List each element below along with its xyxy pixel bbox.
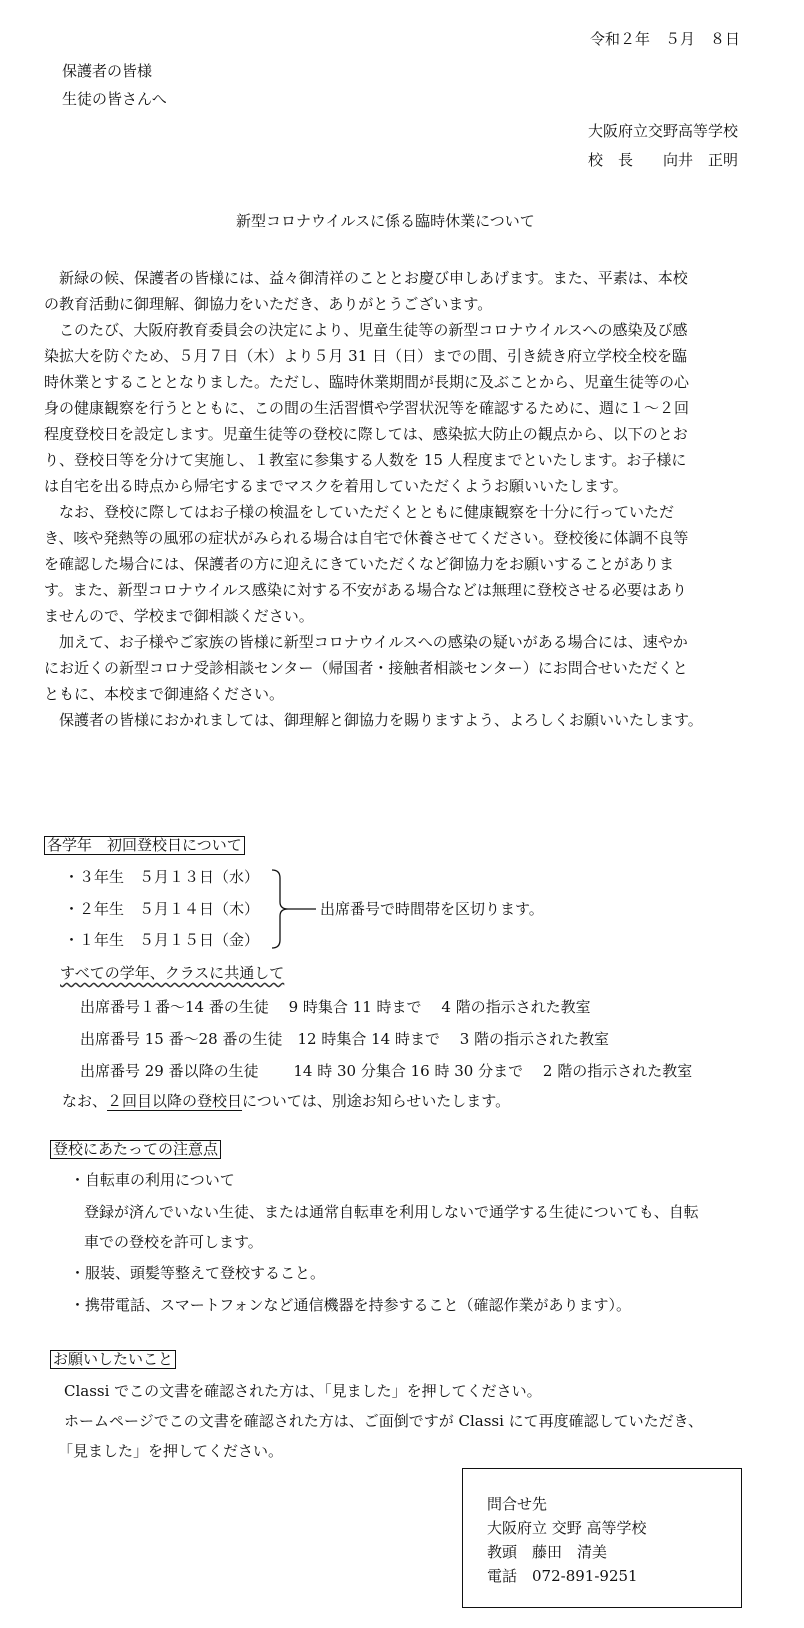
bicycle-text: 登録が済んでいない生徒、または通常自転車を利用しないで通学する生徒についても、自転: [84, 1203, 699, 1221]
grade-1-date: ・１年生 ５月１５日（金）: [64, 931, 260, 949]
body-line: なお、登校に際してはお子様の検温をしていただくとともに健康観察を十分に行っていただ: [44, 503, 675, 521]
bicycle-text: 車での登校を許可します。: [84, 1233, 263, 1251]
common-heading: すべての学年、クラスに共通して: [60, 964, 285, 982]
principal-name: 校 長 向井 正明: [588, 151, 739, 169]
body-line: き、咳や発熱等の風邪の症状がみられる場合は自宅で休養させてください。登校後に体調不良等: [44, 529, 689, 547]
body-line: は自宅を出る時点から帰宅するまでマスクを着用していただくようお願いいたします。: [44, 477, 628, 495]
note-prefix: なお、: [62, 1092, 108, 1110]
body-line: 時休業とすることとなりました。ただし、臨時休業期間が長期に及ぶことから、児童生徒等の心: [44, 373, 690, 391]
body-line: を確認した場合には、保護者の方に迎えにきていただくなど御協力をお願いすることがありま: [44, 555, 675, 573]
document-date: 令和２年 ５月 ８日: [590, 30, 741, 48]
body-line: 身の健康観察を行うとともに、この間の生活習慣や学習状況等を確認するために、週に１～２回: [44, 399, 690, 417]
school-name: 大阪府立交野高等学校: [588, 122, 739, 140]
schedule-row: 出席番号１番～14 番の生徒 9 時集合 11 時まで 4 階の指示された教室: [80, 998, 591, 1016]
contact-school: 大阪府立 交野 高等学校: [487, 1519, 647, 1537]
recipient-parents: 保護者の皆様: [62, 62, 153, 80]
body-line: す。また、新型コロナウイルス感染に対する不安がある場合などは無理に登校させる必要はあり: [44, 581, 687, 599]
body-line: ませんので、学校まで御相談ください。: [44, 607, 314, 625]
body-line: 染拡大を防ぐため、５月７日（木）より５月 31 日（日）までの間、引き続き府立学校全校を臨: [44, 347, 688, 365]
brace-note: 出席番号で時間帯を区切ります。: [320, 900, 544, 918]
body-line: にお近くの新型コロナ受診相談センター（帰国者・接触者相談センター）にお問合せいただくと: [44, 659, 688, 677]
request-line: Classi でこの文書を確認された方は、「見ました」を押してください。: [64, 1382, 542, 1400]
section-heading-precautions: 登校にあたっての注意点: [50, 1140, 221, 1159]
body-line: 加えて、お子様やご家族の皆様に新型コロナウイルスへの感染の疑いがある場合には、速やか: [44, 633, 688, 651]
dress-rule: ・服装、頭髪等整えて登校すること。: [70, 1264, 326, 1282]
request-line: 「見ました」を押してください。: [58, 1442, 284, 1460]
section-heading-first-day: 各学年 初回登校日について: [44, 836, 245, 855]
body-line: ともに、本校まで御連絡ください。: [44, 685, 285, 703]
brace-icon: [270, 866, 320, 952]
note-suffix: については、別途お知らせいたします。: [242, 1092, 511, 1110]
recipient-students: 生徒の皆さんへ: [62, 90, 167, 108]
grade-3-date: ・３年生 ５月１３日（水）: [64, 868, 260, 886]
body-line: このたび、大阪府教育委員会の決定により、児童生徒等の新型コロナウイルスへの感染及び感: [44, 321, 688, 339]
body-line: 程度登校日を設定します。児童生徒等の登校に際しては、感染拡大防止の観点から、以下のとお: [44, 425, 688, 443]
grade-2-date: ・２年生 ５月１４日（木）: [64, 900, 260, 918]
contact-person: 教頭 藤田 清美: [487, 1543, 608, 1561]
body-text: [44, 265, 744, 733]
later-days-note: [62, 1094, 510, 1109]
bicycle-title: ・自転車の利用について: [70, 1171, 235, 1189]
body-line: 新緑の候、保護者の皆様には、益々御清祥のこととお慶び申しあげます。また、平素は、本校: [44, 269, 688, 287]
section-heading-requests: お願いしたいこと: [50, 1350, 176, 1369]
note-underlined: ２回目以降の登校日: [107, 1092, 243, 1110]
page-title: 新型コロナウイルスに係る臨時休業について: [236, 212, 535, 230]
body-line: り、登校日等を分けて実施し、１教室に参集する人数を 15 人程度までといたします。お子様に: [44, 451, 687, 469]
schedule-row: 出席番号 15 番～28 番の生徒 12 時集合 14 時まで 3 階の指示された教室: [80, 1030, 610, 1048]
contact-box: [462, 1468, 742, 1608]
contact-label: 問合せ先: [487, 1495, 548, 1513]
phone-rule: ・携帯電話、スマートフォンなど通信機器を持参すること（確認作業があります）。: [70, 1296, 632, 1314]
contact-phone: 電話 072-891-9251: [487, 1567, 638, 1585]
body-line: の教育活動に御理解、御協力をいただき、ありがとうございます。: [44, 295, 493, 313]
request-line: ホームページでこの文書を確認された方は、ご面倒ですが Classi にて再度確認していただき、: [64, 1412, 704, 1430]
body-line: 保護者の皆様におかれましては、御理解と御協力を賜りますよう、よろしくお願いいたします。: [44, 711, 703, 729]
schedule-row: 出席番号 29 番以降の生徒 14 時 30 分集合 16 時 30 分まで 2 階の指示された教室: [80, 1062, 693, 1080]
